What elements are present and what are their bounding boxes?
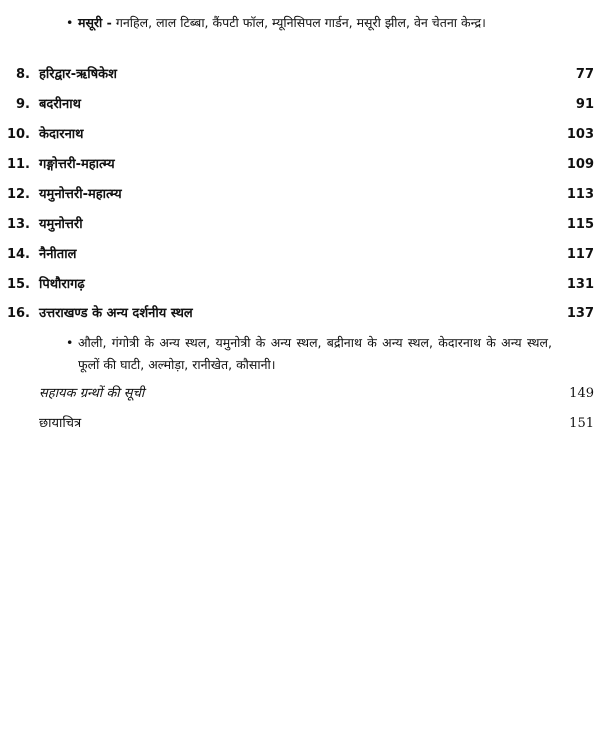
page-number: 77 [575,67,594,82]
other-places-bullet [66,332,552,376]
chapter-title: हरिद्वार-ऋषिकेश [39,67,117,82]
toc-row[interactable] [0,274,600,296]
toc-row[interactable] [0,303,600,325]
chapter-title: पिथौरागढ़ [39,277,85,292]
chapter-number: 15. [6,277,30,292]
page-number: 113 [566,187,594,202]
chapter-title: उत्तराखण्ड के अन्य दर्शनीय स्थल [39,306,193,321]
page-number: 115 [566,217,594,232]
chapter-title: बदरीनाथ [39,97,81,112]
chapter-number: 8. [16,67,30,82]
page-number: 149 [569,386,594,401]
toc-row[interactable] [0,124,600,146]
page-number: 103 [566,127,594,142]
page-number: 117 [566,247,594,262]
appendix-title: छायाचित्र [39,416,82,431]
bullet-lead: मसूरी - [78,15,112,30]
toc-row[interactable] [0,413,600,435]
chapter-number: 10. [6,127,30,142]
toc-row[interactable] [0,244,600,266]
chapter-number: 16. [6,306,30,321]
chapter-title: यमुनोत्तरी-महात्म्य [39,187,122,202]
bullet-icon: • [66,15,74,30]
toc-row[interactable] [0,94,600,116]
toc-row[interactable] [0,154,600,176]
page-number: 151 [569,416,594,431]
page-number: 109 [566,157,594,172]
bullet-icon: • [66,335,74,350]
mussoorie-bullet [66,12,552,34]
bullet-body: गनहिल, लाल टिब्बा, कैंपटी फॉल, म्यूनिसिपल गार्डन, मसूरी झील, वेन चेतना केन्द्र। [115,15,486,30]
chapter-title: यमुनोत्तरी [39,217,83,232]
bullet-text: औली, गंगोत्री के अन्य स्थल, यमुनोत्री के अन्य स्थल, बद्रीनाथ के अन्य स्थल, केदारनाथ के अन्य स्थल, फूलों की घाटी, अल्मोड़ा, रानीखेत, कौसानी। [78,335,552,372]
toc-row[interactable] [0,64,600,86]
appendix-title: सहायक ग्रन्थों की सूची [39,386,145,401]
chapter-title: केदारनाथ [39,127,84,142]
chapter-title: नैनीताल [39,247,77,262]
toc-row[interactable] [0,383,600,405]
chapter-number: 11. [6,157,30,172]
chapter-number: 9. [16,97,30,112]
toc-row[interactable] [0,214,600,236]
toc-row[interactable] [0,184,600,206]
bullet-text [66,12,552,34]
page-number: 137 [566,306,594,321]
chapter-number: 12. [6,187,30,202]
page-number: 91 [575,97,594,112]
page-number: 131 [566,277,594,292]
chapter-title: गङ्गोत्तरी-महात्म्य [39,157,115,172]
chapter-number: 13. [6,217,30,232]
chapter-number: 14. [6,247,30,262]
